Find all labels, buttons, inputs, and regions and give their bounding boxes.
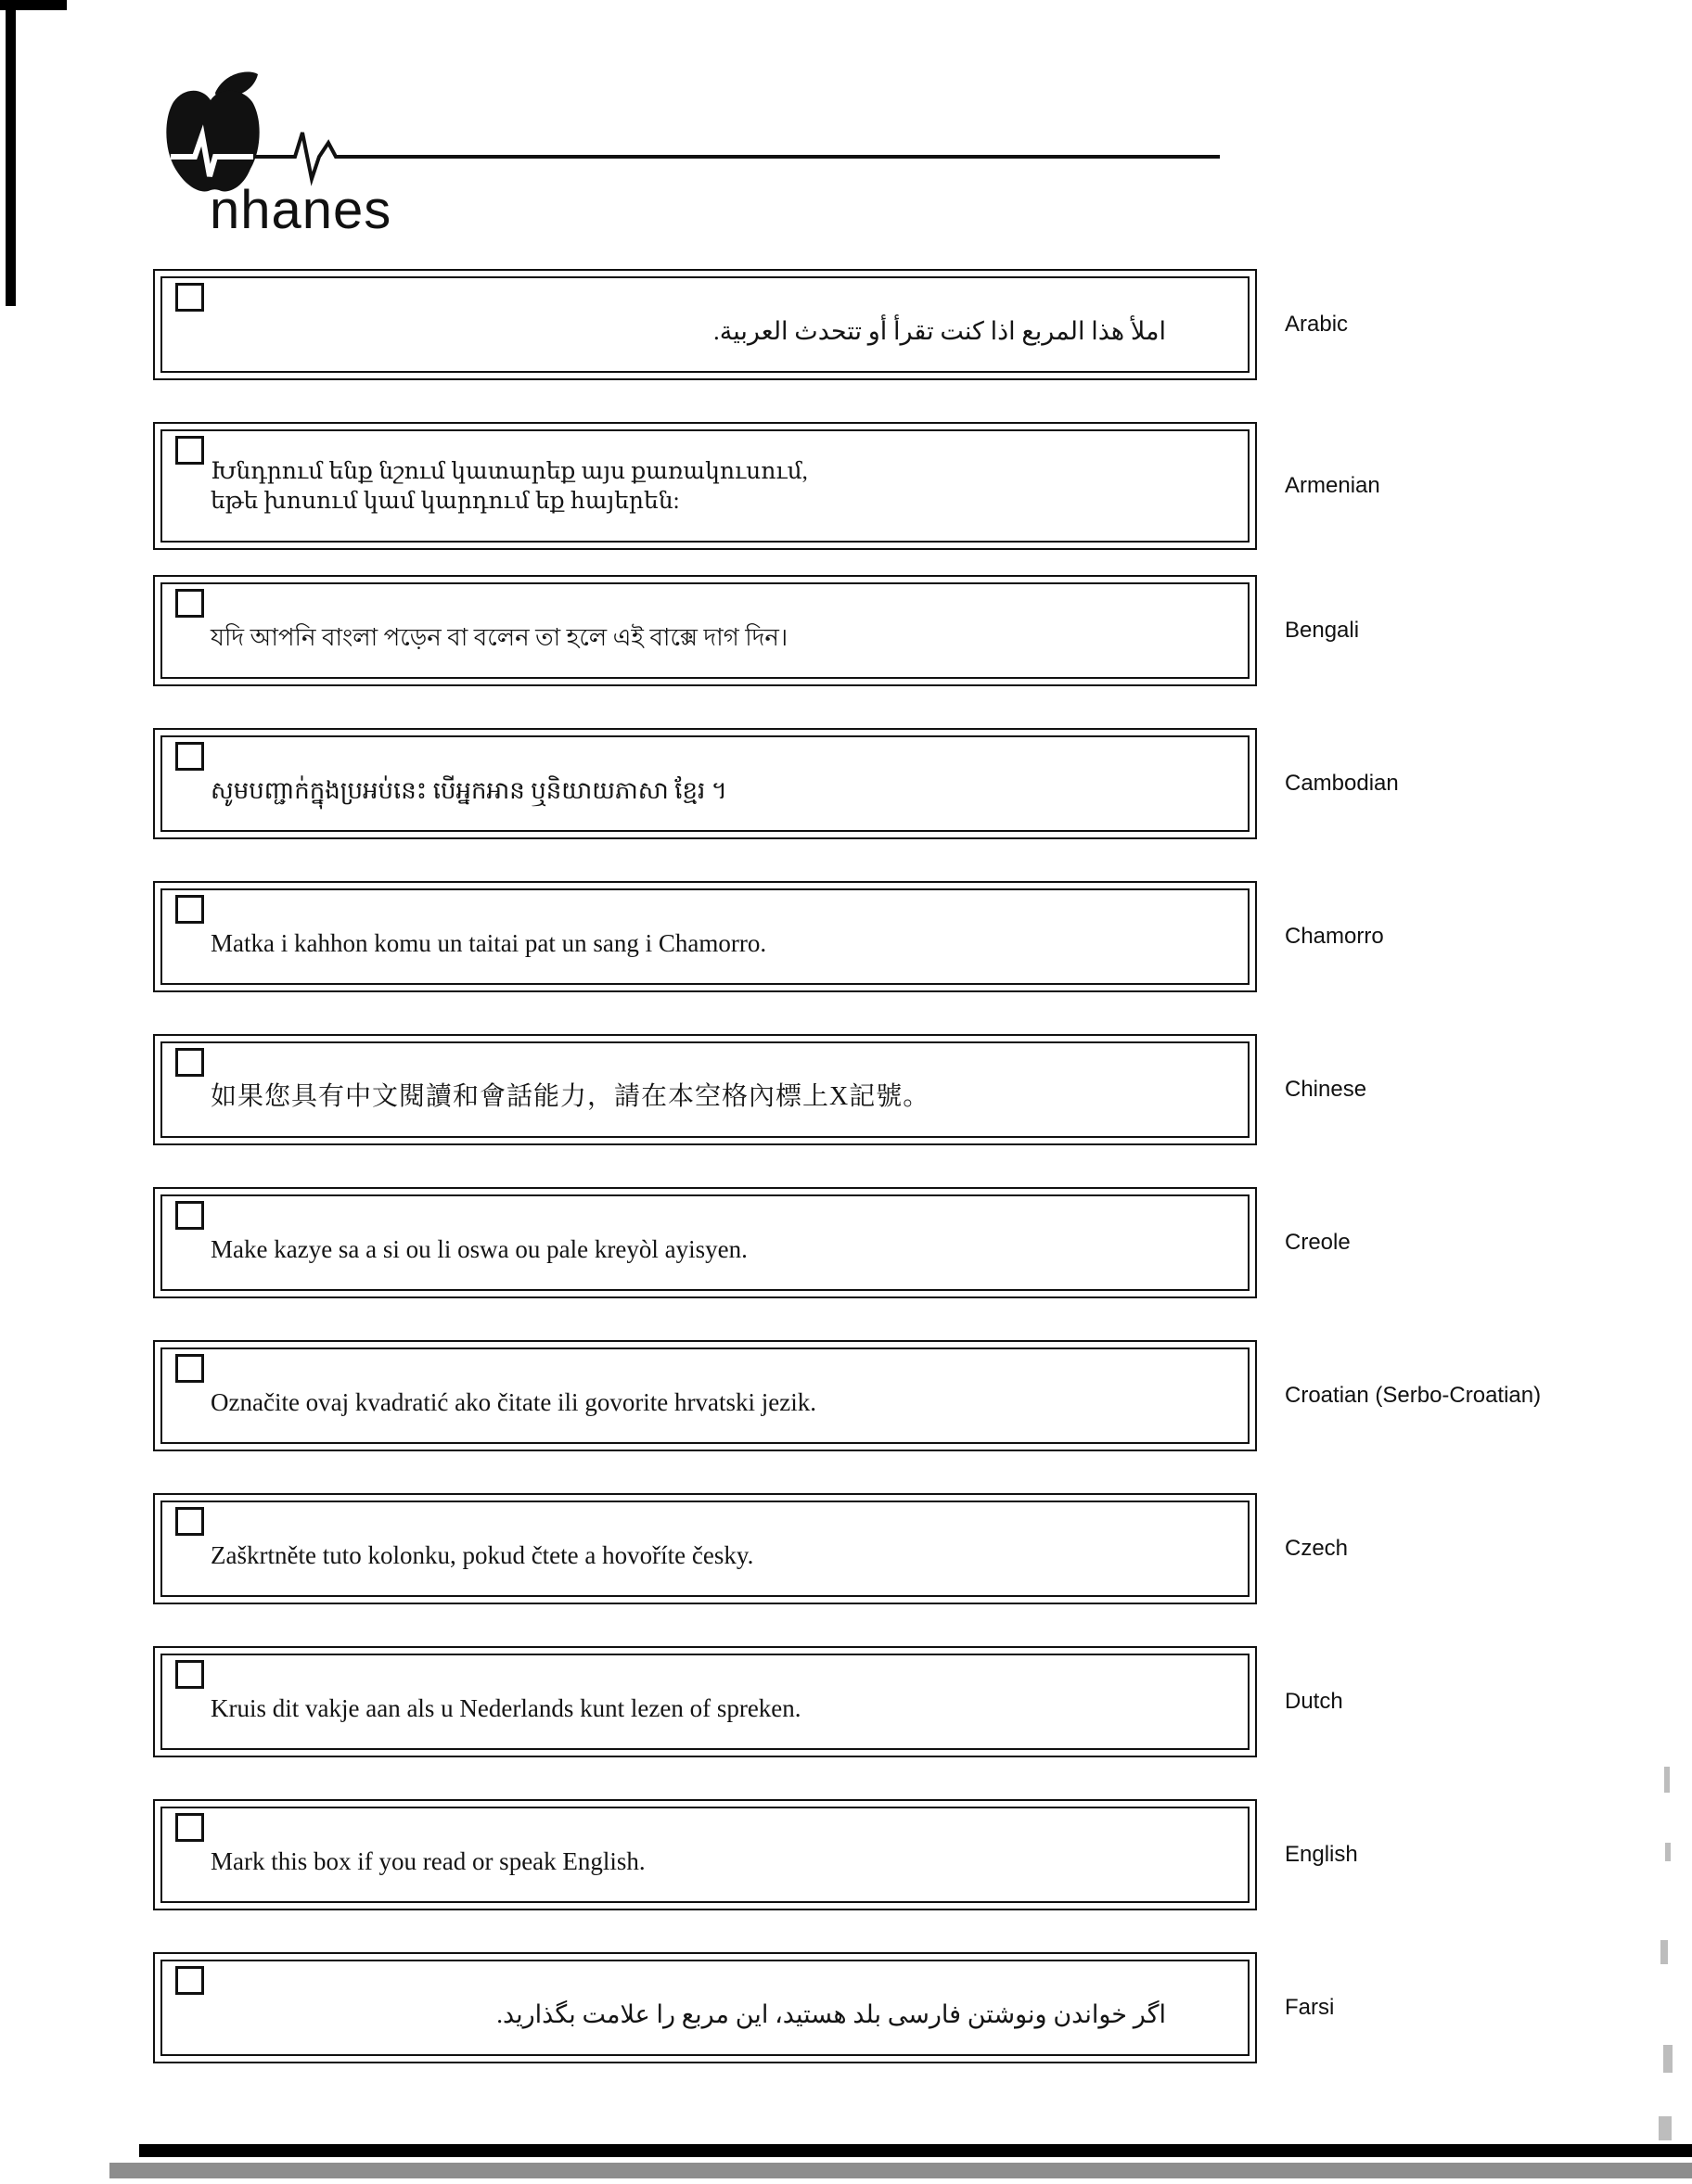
language-box: [153, 1646, 1257, 1757]
language-instruction: Kruis dit vakje aan als u Nederlands kunt lezen of spreken.: [211, 1694, 801, 1723]
language-instruction: املأ هذا المربع اذا كنت تقرأ أو تتحدث العربية.: [713, 317, 1166, 346]
language-row-czech: [153, 1493, 1541, 1604]
language-box-inner: [160, 429, 1250, 543]
language-row-english: [153, 1799, 1541, 1910]
language-instruction: សូមបញ្ជាក់ក្នុងប្រអប់នេះ បើអ្នកអាន ឬនិយាយភាសា ខ្មែរ ។: [211, 777, 727, 805]
language-box: [153, 1034, 1257, 1145]
scan-artifact: [1664, 1767, 1670, 1793]
language-instruction-wrap: [162, 1349, 1248, 1442]
language-row-arabic: [153, 269, 1541, 380]
language-row-creole: [153, 1187, 1541, 1298]
scan-artifact: [1660, 1940, 1668, 1964]
language-row-chinese: [153, 1034, 1541, 1145]
language-box: [153, 881, 1257, 992]
language-row-chamorro: [153, 881, 1541, 992]
language-box-inner: [160, 1347, 1250, 1444]
language-box-inner: [160, 1654, 1250, 1750]
language-instruction: Make kazye sa a si ou li oswa ou pale kreyòl ayisyen.: [211, 1235, 748, 1264]
language-instruction-wrap: [162, 890, 1248, 983]
language-row-farsi: [153, 1952, 1541, 2063]
language-instruction-wrap: [162, 1043, 1248, 1136]
language-instruction: اگر خواندن ونوشتن فارسی بلد هستید، این مربع را علامت بگذارید.: [496, 2000, 1166, 2029]
language-box-inner: [160, 1807, 1250, 1903]
language-row-dutch: [153, 1646, 1541, 1757]
language-instruction-wrap: [162, 584, 1248, 677]
bottom-rule-gray: [109, 2163, 1692, 2178]
apple-icon: [166, 91, 259, 192]
scan-edge-left: [6, 0, 16, 306]
language-instruction: যদি আপনি বাংলা পড়েন বা বলেন তা হলে এই বাক্সে দাগ দিন।: [211, 624, 788, 652]
language-instruction-wrap: [162, 737, 1248, 830]
language-label: Bengali: [1285, 618, 1360, 643]
language-box-inner: [160, 1501, 1250, 1597]
language-box: [153, 1493, 1257, 1604]
language-instruction-wrap: [162, 1502, 1248, 1595]
logo-text: nhanes: [210, 180, 392, 240]
language-row-armenian: [153, 422, 1541, 550]
language-row-bengali: [153, 575, 1541, 686]
language-label: Chinese: [1285, 1077, 1367, 1102]
language-box-inner: [160, 735, 1250, 832]
language-box: [153, 1952, 1257, 2063]
language-label: Dutch: [1285, 1689, 1343, 1714]
language-instruction: 如果您具有中文閱讀和會話能力，請在本空格內標上X記號。: [211, 1081, 930, 1111]
language-label: Farsi: [1285, 1995, 1335, 2020]
language-box: [153, 575, 1257, 686]
language-label: Chamorro: [1285, 924, 1384, 949]
language-box-inner: [160, 1041, 1250, 1138]
language-box-inner: [160, 1960, 1250, 2056]
language-instruction: Խնդրում ենք նշում կատարեք այս քառակուսում, եթե խոսում կամ կարդում եք հայերեն:: [211, 458, 808, 514]
language-label: Arabic: [1285, 312, 1349, 337]
language-box: [153, 728, 1257, 839]
language-box-inner: [160, 1194, 1250, 1291]
scan-edge-top: [0, 0, 67, 10]
language-instruction-wrap: [162, 278, 1248, 371]
language-box: [153, 1187, 1257, 1298]
language-label: Armenian: [1285, 473, 1380, 498]
language-label: English: [1285, 1842, 1358, 1867]
heartbeat-rule-line: [253, 133, 1220, 179]
language-instruction: Označite ovaj kvadratić ako čitate ili govorite hrvatski jezik.: [211, 1388, 816, 1417]
language-instruction: Zaškrtněte tuto kolonku, pokud čtete a hovoříte česky.: [211, 1541, 754, 1570]
language-label: Croatian (Serbo-Croatian): [1285, 1383, 1542, 1408]
scan-artifact: [1665, 1843, 1671, 1861]
language-box-inner: [160, 582, 1250, 679]
nhanes-logo-svg: [158, 67, 1243, 243]
scan-artifact: [1659, 2116, 1672, 2140]
language-instruction: Mark this box if you read or speak English.: [211, 1847, 646, 1876]
language-row-cambodian: [153, 728, 1541, 839]
language-instruction-wrap: [162, 1196, 1248, 1289]
nhanes-logo: [158, 67, 1243, 243]
language-instruction: Matka i kahhon komu un taitai pat un sang i Chamorro.: [211, 929, 767, 958]
language-instruction-wrap: [162, 431, 1248, 541]
language-label: Cambodian: [1285, 771, 1399, 796]
language-box: [153, 1799, 1257, 1910]
bottom-rule-black: [139, 2144, 1692, 2157]
language-row-croatian: [153, 1340, 1541, 1451]
language-instruction-wrap: [162, 1808, 1248, 1901]
language-label: Czech: [1285, 1536, 1349, 1561]
language-rows: [153, 269, 1541, 2105]
scan-artifact: [1663, 2045, 1673, 2073]
language-label: Creole: [1285, 1230, 1351, 1255]
language-instruction-wrap: [162, 1961, 1248, 2054]
language-instruction-wrap: [162, 1655, 1248, 1748]
language-box-inner: [160, 888, 1250, 985]
language-box: [153, 422, 1257, 550]
language-box: [153, 1340, 1257, 1451]
language-box: [153, 269, 1257, 380]
language-box-inner: [160, 276, 1250, 373]
